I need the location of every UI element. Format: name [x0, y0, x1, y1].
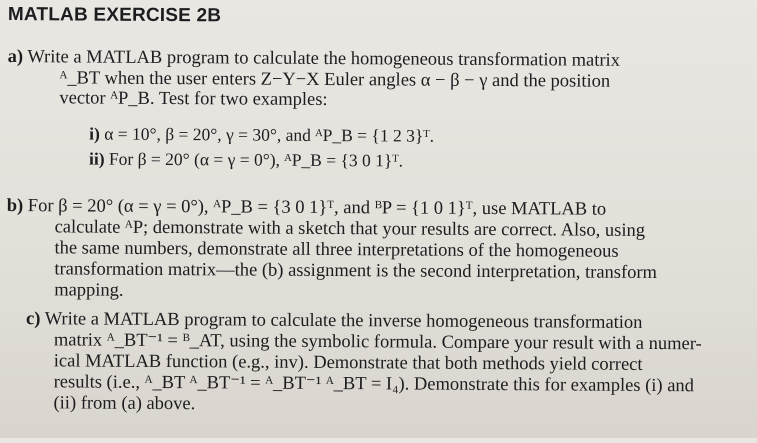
part-b-label: b): [6, 196, 24, 217]
part-b-line-3: the same numbers, demonstrate all three interpretations of the homogeneous: [54, 238, 619, 262]
part-b-text-1: For β = 20° (α = γ = 0°), ᴬP_B = {3 0 1}ᵀ, and ᴮP = {1 0 1}ᵀ, use MATLAB to: [27, 196, 607, 220]
exercise-heading: MATLAB EXERCISE 2B: [7, 4, 222, 27]
part-b-line-2: calculate ᴬP; demonstrate with a sketch that your results are correct. Also, using: [54, 217, 646, 241]
part-b-line-5: mapping.: [54, 280, 124, 301]
part-c-line-5: (ii) from (a) above.: [53, 393, 196, 415]
example-i-label: i): [89, 123, 100, 144]
example-ii: [89, 149, 403, 171]
example-i: [89, 124, 434, 146]
part-a-line-1: [8, 47, 620, 71]
part-c-label: c): [25, 309, 41, 330]
example-i-text: α = 10°, β = 20°, γ = 30°, and ᴬP_B = {1 2 3}ᵀ.: [104, 123, 435, 146]
part-b-line-4: transformation matrix—the (b) assignment is the second interpretation, transform: [54, 259, 658, 284]
part-b-line-1: [7, 196, 607, 220]
part-c-line-4: results (i.e., ᴬ_BT ᴬ_BT⁻¹ = ᴬ_BT⁻¹ ᴬ_BT = I₄). Demonstrate this for examples (i) and: [53, 372, 695, 397]
part-a-line-3: vector ᴬP_B. Test for two examples:: [59, 88, 328, 111]
part-c-line-1: [26, 309, 643, 333]
example-ii-label: ii): [88, 148, 105, 169]
example-ii-text: For β = 20° (α = γ = 0°), ᴬP_B = {3 0 1}ᵀ.: [108, 148, 404, 171]
part-a-line-2: ᴬ_BT when the user enters Z−Y−X Euler angles α − β − γ and the position: [59, 68, 611, 92]
part-a-label: a): [7, 47, 24, 68]
part-c-line-2: matrix ᴬ_BT⁻¹ = ᴮ_AT, using the symbolic formula. Compare your result with a numer-: [53, 330, 702, 355]
part-c-line-3: ical MATLAB function (e.g., inv). Demonstrate that both methods yield correct: [53, 351, 643, 375]
part-c-text-1: Write a MATLAB program to calculate the inverse homogeneous transformation: [44, 309, 643, 333]
part-a-text-1: Write a MATLAB program to calculate the homogeneous transformation matrix: [27, 47, 621, 71]
